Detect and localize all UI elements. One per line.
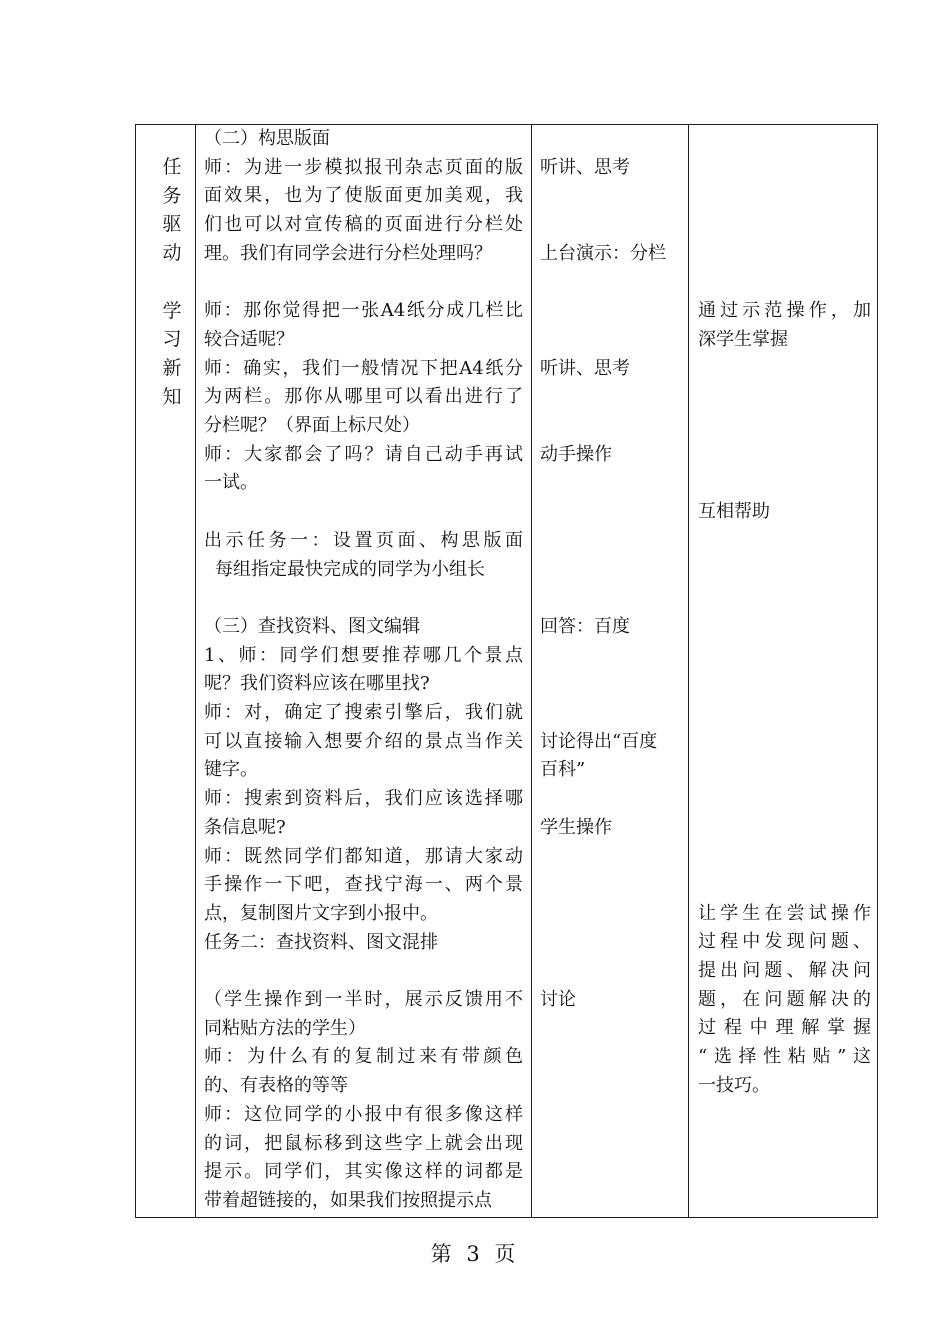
stage-label — [162, 153, 182, 411]
teacher-line: 分栏呢？（界面上标尺处） — [204, 415, 420, 437]
student-line: 听讲、思考 — [540, 357, 630, 379]
stage-label-char: 动 — [162, 242, 182, 265]
teacher-line: 任务二：查找资料、图文混排 — [204, 931, 438, 953]
student-line: 回答：百度 — [540, 615, 630, 637]
intent-line — [698, 814, 871, 843]
intent-line — [698, 555, 871, 584]
teacher-line: 带着超链接的，如果我们按照提示点 — [204, 1189, 492, 1211]
teacher-line: 师：确实，我们一般情况下把A4纸分 — [204, 357, 523, 379]
page-number: 第 3 页 — [430, 1242, 520, 1266]
intent-line — [698, 641, 871, 670]
intent-line — [698, 842, 871, 871]
intent-line — [698, 125, 871, 154]
intent-line — [698, 670, 871, 699]
intent-line: 让学生在尝试操作 — [698, 902, 871, 924]
student-line — [540, 268, 680, 297]
intent-line — [698, 785, 871, 814]
student-activity-cell — [532, 125, 689, 1218]
intent-line: 深学生掌握 — [698, 328, 788, 350]
student-line — [540, 412, 680, 441]
intent-line: 过程中理解掌握 — [698, 1017, 871, 1039]
stage-label-char: 新 — [162, 356, 182, 379]
intent-line — [698, 613, 871, 642]
intent-line: 题，在问题解决的 — [698, 988, 871, 1010]
stage-label-char: 学 — [162, 299, 182, 322]
student-line: 讨论得出“百度 — [540, 730, 658, 752]
student-line — [540, 641, 680, 670]
intent-line — [698, 355, 871, 384]
intent-line: 提出问题、解决问 — [698, 960, 871, 982]
intent-line — [698, 240, 871, 269]
student-line — [540, 871, 680, 900]
teacher-line: 的、有表格的等等 — [204, 1075, 348, 1097]
intent-line — [698, 182, 871, 211]
student-line: 动手操作 — [540, 443, 612, 465]
teacher-line: 面效果，也为了使版面更加美观，我 — [204, 185, 523, 207]
teacher-line — [204, 498, 523, 527]
teacher-line: 呢？我们资料应该在哪里找? — [204, 673, 430, 695]
student-line — [540, 842, 680, 871]
teacher-line: 每组指定最快完成的同学为小组长 — [215, 558, 485, 580]
teacher-line: 为两栏。那你从哪里可以看出进行了 — [204, 386, 523, 408]
teacher-line: 师：搜索到资料后，我们应该选择哪 — [204, 788, 523, 810]
teacher-line — [204, 269, 523, 298]
teacher-line: 键字。 — [204, 759, 258, 781]
teacher-line: 师：为进一步模拟报刊杂志页面的版 — [204, 156, 523, 178]
intent-line: “选择性粘贴”这 — [698, 1046, 871, 1068]
intent-line: 一技巧。 — [698, 1074, 770, 1096]
teacher-line: 提示。同学们，其实像这样的词都是 — [204, 1161, 523, 1183]
stage-label-char: 知 — [162, 385, 182, 408]
teacher-line: （学生操作到一半时，展示反馈用不 — [204, 989, 523, 1011]
student-line: 学生操作 — [540, 816, 612, 838]
design-intent-text — [689, 125, 877, 1217]
teacher-activity-text — [196, 125, 531, 1217]
teacher-line: 师：为什么有的复制过来有带颜色 — [204, 1046, 523, 1068]
teacher-line — [204, 584, 523, 613]
lesson-plan-table — [135, 124, 878, 1218]
student-line — [540, 527, 680, 556]
teacher-line: 手操作一下吧，查找宁海一、两个景 — [204, 874, 523, 896]
intent-line — [698, 527, 871, 556]
student-line: 上台演示：分栏 — [540, 242, 666, 264]
teacher-line: 一试。 — [204, 472, 258, 494]
stage-column-cell — [136, 125, 196, 1218]
teacher-line: 师：既然同学们都知道，那请大家动 — [204, 845, 523, 867]
student-line — [540, 498, 680, 527]
student-line — [540, 957, 680, 986]
teacher-line: 1、师：同学们想要推荐哪几个景点 — [204, 644, 523, 666]
intent-line — [698, 871, 871, 900]
student-line — [540, 670, 680, 699]
design-intent-cell — [689, 125, 878, 1218]
student-activity-text — [532, 125, 688, 1217]
student-line: 讨论 — [540, 988, 576, 1010]
teacher-line: 们也可以对宣传稿的页面进行分栏处 — [204, 214, 523, 236]
teacher-line: 师：这位同学的小报中有很多像这样 — [204, 1103, 523, 1125]
stage-label-char — [162, 268, 182, 297]
intent-line — [698, 154, 871, 183]
teacher-line: 理。我们有同学会进行分栏处理吗？ — [204, 242, 492, 264]
teacher-line: 师：对，确定了搜索引擎后，我们就 — [204, 702, 523, 724]
teacher-line: 较合适呢？ — [204, 328, 294, 350]
teacher-line: 出示任务一：设置页面、构思版面 — [204, 529, 523, 551]
intent-line — [698, 268, 871, 297]
intent-line — [698, 756, 871, 785]
teacher-line — [204, 957, 523, 986]
stage-label-char: 习 — [162, 328, 182, 351]
teacher-line: 可以直接输入想要介绍的景点当作关 — [204, 730, 523, 752]
intent-line — [698, 699, 871, 728]
intent-line — [698, 727, 871, 756]
intent-line — [698, 211, 871, 240]
stage-label-char: 任 — [162, 156, 182, 178]
teacher-line: 师：那你觉得把一张A4纸分成几栏比 — [204, 300, 523, 322]
student-line — [540, 182, 680, 211]
student-line — [540, 900, 680, 929]
student-line: 听讲、思考 — [540, 156, 630, 178]
intent-line — [698, 412, 871, 441]
intent-line — [698, 469, 871, 498]
intent-line: 通过示范操作，加 — [698, 300, 871, 322]
intent-line — [698, 383, 871, 412]
teacher-line: 同粘贴方法的学生） — [204, 1017, 366, 1039]
student-line — [540, 555, 680, 584]
table-row — [136, 125, 878, 1218]
student-line — [540, 699, 680, 728]
stage-label-char: 驱 — [162, 213, 182, 236]
student-line — [540, 785, 680, 814]
intent-line: 互相帮助 — [698, 500, 770, 522]
teacher-line: 条信息呢? — [204, 816, 286, 838]
teacher-line: 点，复制图片文字到小报中。 — [204, 902, 438, 924]
teacher-line: 的词，把鼠标移到这些字上就会出现 — [204, 1132, 523, 1154]
intent-line — [698, 441, 871, 470]
teacher-line: （二）构思版面 — [204, 128, 330, 149]
student-line — [540, 125, 680, 154]
student-line — [540, 326, 680, 355]
teacher-line: （三）查找资料、图文编辑 — [204, 615, 420, 637]
intent-line: 过程中发现问题、 — [698, 931, 871, 953]
student-line — [540, 297, 680, 326]
stage-label-char: 务 — [162, 184, 182, 207]
teacher-activity-cell — [196, 125, 532, 1218]
student-line: 百科” — [540, 759, 586, 781]
student-line — [540, 383, 680, 412]
student-line — [540, 469, 680, 498]
student-line — [540, 211, 680, 240]
teacher-line: 师：大家都会了吗？请自己动手再试 — [204, 443, 523, 465]
intent-line — [698, 584, 871, 613]
student-line — [540, 928, 680, 957]
student-line — [540, 584, 680, 613]
